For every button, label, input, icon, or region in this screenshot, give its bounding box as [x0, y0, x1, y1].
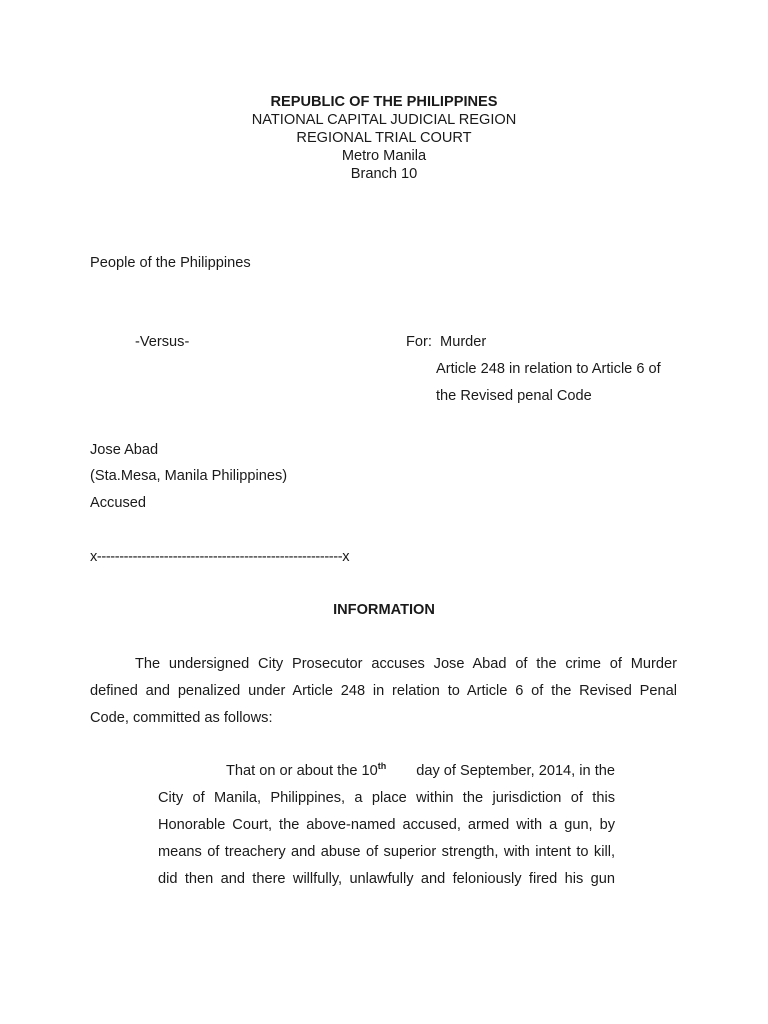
header-republic: REPUBLIC OF THE PHILIPPINES [270, 94, 498, 110]
plaintiff-name: People of the Philippines [90, 255, 251, 271]
body-line-1 [226, 762, 615, 780]
header-branch: Branch 10 [350, 166, 418, 182]
body-line-2: City of Manila, Philippines, a place within the jurisdiction of this [158, 790, 615, 806]
header-city: Metro Manila [341, 148, 427, 164]
accused-address: (Sta.Mesa, Manila Philippines) [90, 468, 288, 484]
charge-label: For: Murder [406, 334, 487, 350]
body-line-3: Honorable Court, the above-named accused, armed with a gun, by [158, 817, 615, 833]
charge-article: Article 248 in relation to Article 6 of [436, 361, 661, 377]
header-region: NATIONAL CAPITAL JUDICIAL REGION [251, 112, 517, 128]
body-line-1-rest: day of September, 2014, in the [412, 763, 615, 779]
intro-line-1: The undersigned City Prosecutor accuses Jose Abad of the crime of Murder [135, 656, 677, 672]
body-line-1-text: That on or about the 10th [226, 761, 387, 779]
intro-line-3: Code, committed as follows: [90, 710, 273, 726]
versus-label: -Versus- [135, 334, 190, 350]
accused-name: Jose Abad [90, 442, 159, 458]
body-line-4: means of treachery and abuse of superior strength, with intent to kill, [158, 844, 615, 860]
accused-label: Accused [90, 495, 146, 511]
separator-line: x-------------------------------------------------------x [90, 549, 350, 565]
header-court: REGIONAL TRIAL COURT [296, 130, 472, 146]
body-line-5: did then and there willfully, unlawfully and feloniously fired his gun [158, 871, 615, 887]
charge-code: the Revised penal Code [436, 388, 592, 404]
intro-line-2: defined and penalized under Article 248 in relation to Article 6 of the Revised Penal [90, 683, 677, 699]
document-title: INFORMATION [333, 602, 435, 618]
